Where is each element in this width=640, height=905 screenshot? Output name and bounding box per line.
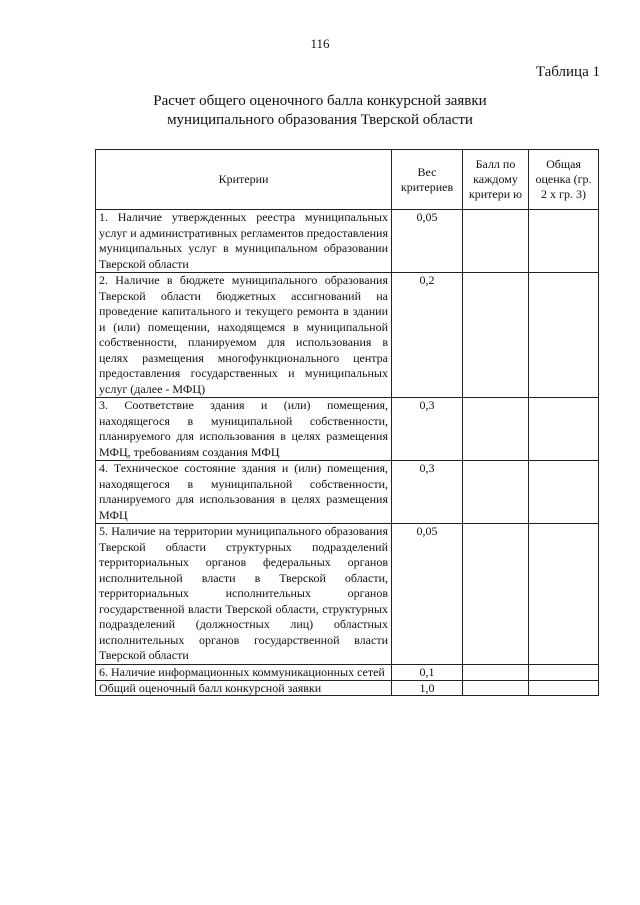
score-cell bbox=[463, 524, 529, 665]
score-cell bbox=[463, 664, 529, 681]
weight-cell: 0,05 bbox=[392, 210, 463, 273]
table-total-row bbox=[96, 681, 599, 696]
total-score-cell bbox=[463, 681, 529, 696]
table-row bbox=[96, 398, 599, 461]
criterion-cell: 3. Соответствие здания и (или) помещения, находящегося в муниципальной собственности, планируемого для использования в целях размещения МФЦ, требованиям создания МФЦ bbox=[96, 398, 392, 461]
table-row bbox=[96, 461, 599, 524]
criterion-cell: 1. Наличие утвержденных реестра муниципальных услуг и административных регламентов предоставления муниципальных услуг в муниципальном образовании Тверской области bbox=[96, 210, 392, 273]
total-cell bbox=[529, 210, 599, 273]
total-cell bbox=[529, 524, 599, 665]
weight-cell: 0,1 bbox=[392, 664, 463, 681]
total-cell bbox=[529, 398, 599, 461]
title-line-2: муниципального образования Тверской области bbox=[167, 112, 473, 128]
criterion-cell: 4. Техническое состояние здания и (или) помещения, находящегося в муниципальной собственности, планируемого для использования в целях размещения МФЦ bbox=[96, 461, 392, 524]
total-cell bbox=[529, 664, 599, 681]
weight-cell: 0,3 bbox=[392, 398, 463, 461]
score-cell bbox=[463, 461, 529, 524]
score-cell bbox=[463, 273, 529, 398]
document-title bbox=[0, 92, 640, 130]
total-total-cell bbox=[529, 681, 599, 696]
table-header-row bbox=[96, 150, 599, 210]
page-number: 116 bbox=[310, 36, 330, 51]
criterion-cell: 2. Наличие в бюджете муниципального образования Тверской области бюджетных ассигнований на проведение капитального и текущего ремонта в здании и (или) помещении, находящемся в муниципальной собственности, планируемом для использования в целях размещения многофункционального центра предоставления государственных и муниципальных услуг (далее - МФЦ) bbox=[96, 273, 392, 398]
score-cell bbox=[463, 398, 529, 461]
table-row bbox=[96, 210, 599, 273]
table-row bbox=[96, 664, 599, 681]
criterion-cell: 5. Наличие на территории муниципального образования Тверской области структурных подразделений территориальных органов федеральных органов исполнительной власти в Тверской области, территориальных исполнительных органов государственной власти Тверской области, структурных подразделений (должностных лиц) областных исполнительных органов государственной власти Тверской области bbox=[96, 524, 392, 665]
table-row bbox=[96, 273, 599, 398]
table-label: Таблица 1 bbox=[535, 64, 600, 80]
title-line-1: Расчет общего оценочного балла конкурсной заявки bbox=[153, 93, 487, 109]
header-criteria: Критерии bbox=[96, 150, 392, 210]
criteria-table bbox=[95, 149, 599, 696]
criterion-cell: 6. Наличие информационных коммуникационных сетей bbox=[96, 664, 392, 681]
header-weight: Вес критериев bbox=[392, 150, 463, 210]
weight-cell: 0,2 bbox=[392, 273, 463, 398]
total-weight-cell: 1,0 bbox=[392, 681, 463, 696]
total-label-cell: Общий оценочный балл конкурсной заявки bbox=[96, 681, 392, 696]
header-score: Балл по каждому критери ю bbox=[463, 150, 529, 210]
header-total: Общая оценка (гр. 2 х гр. 3) bbox=[529, 150, 599, 210]
weight-cell: 0,05 bbox=[392, 524, 463, 665]
weight-cell: 0,3 bbox=[392, 461, 463, 524]
total-cell bbox=[529, 461, 599, 524]
table-row bbox=[96, 524, 599, 665]
score-cell bbox=[463, 210, 529, 273]
total-cell bbox=[529, 273, 599, 398]
